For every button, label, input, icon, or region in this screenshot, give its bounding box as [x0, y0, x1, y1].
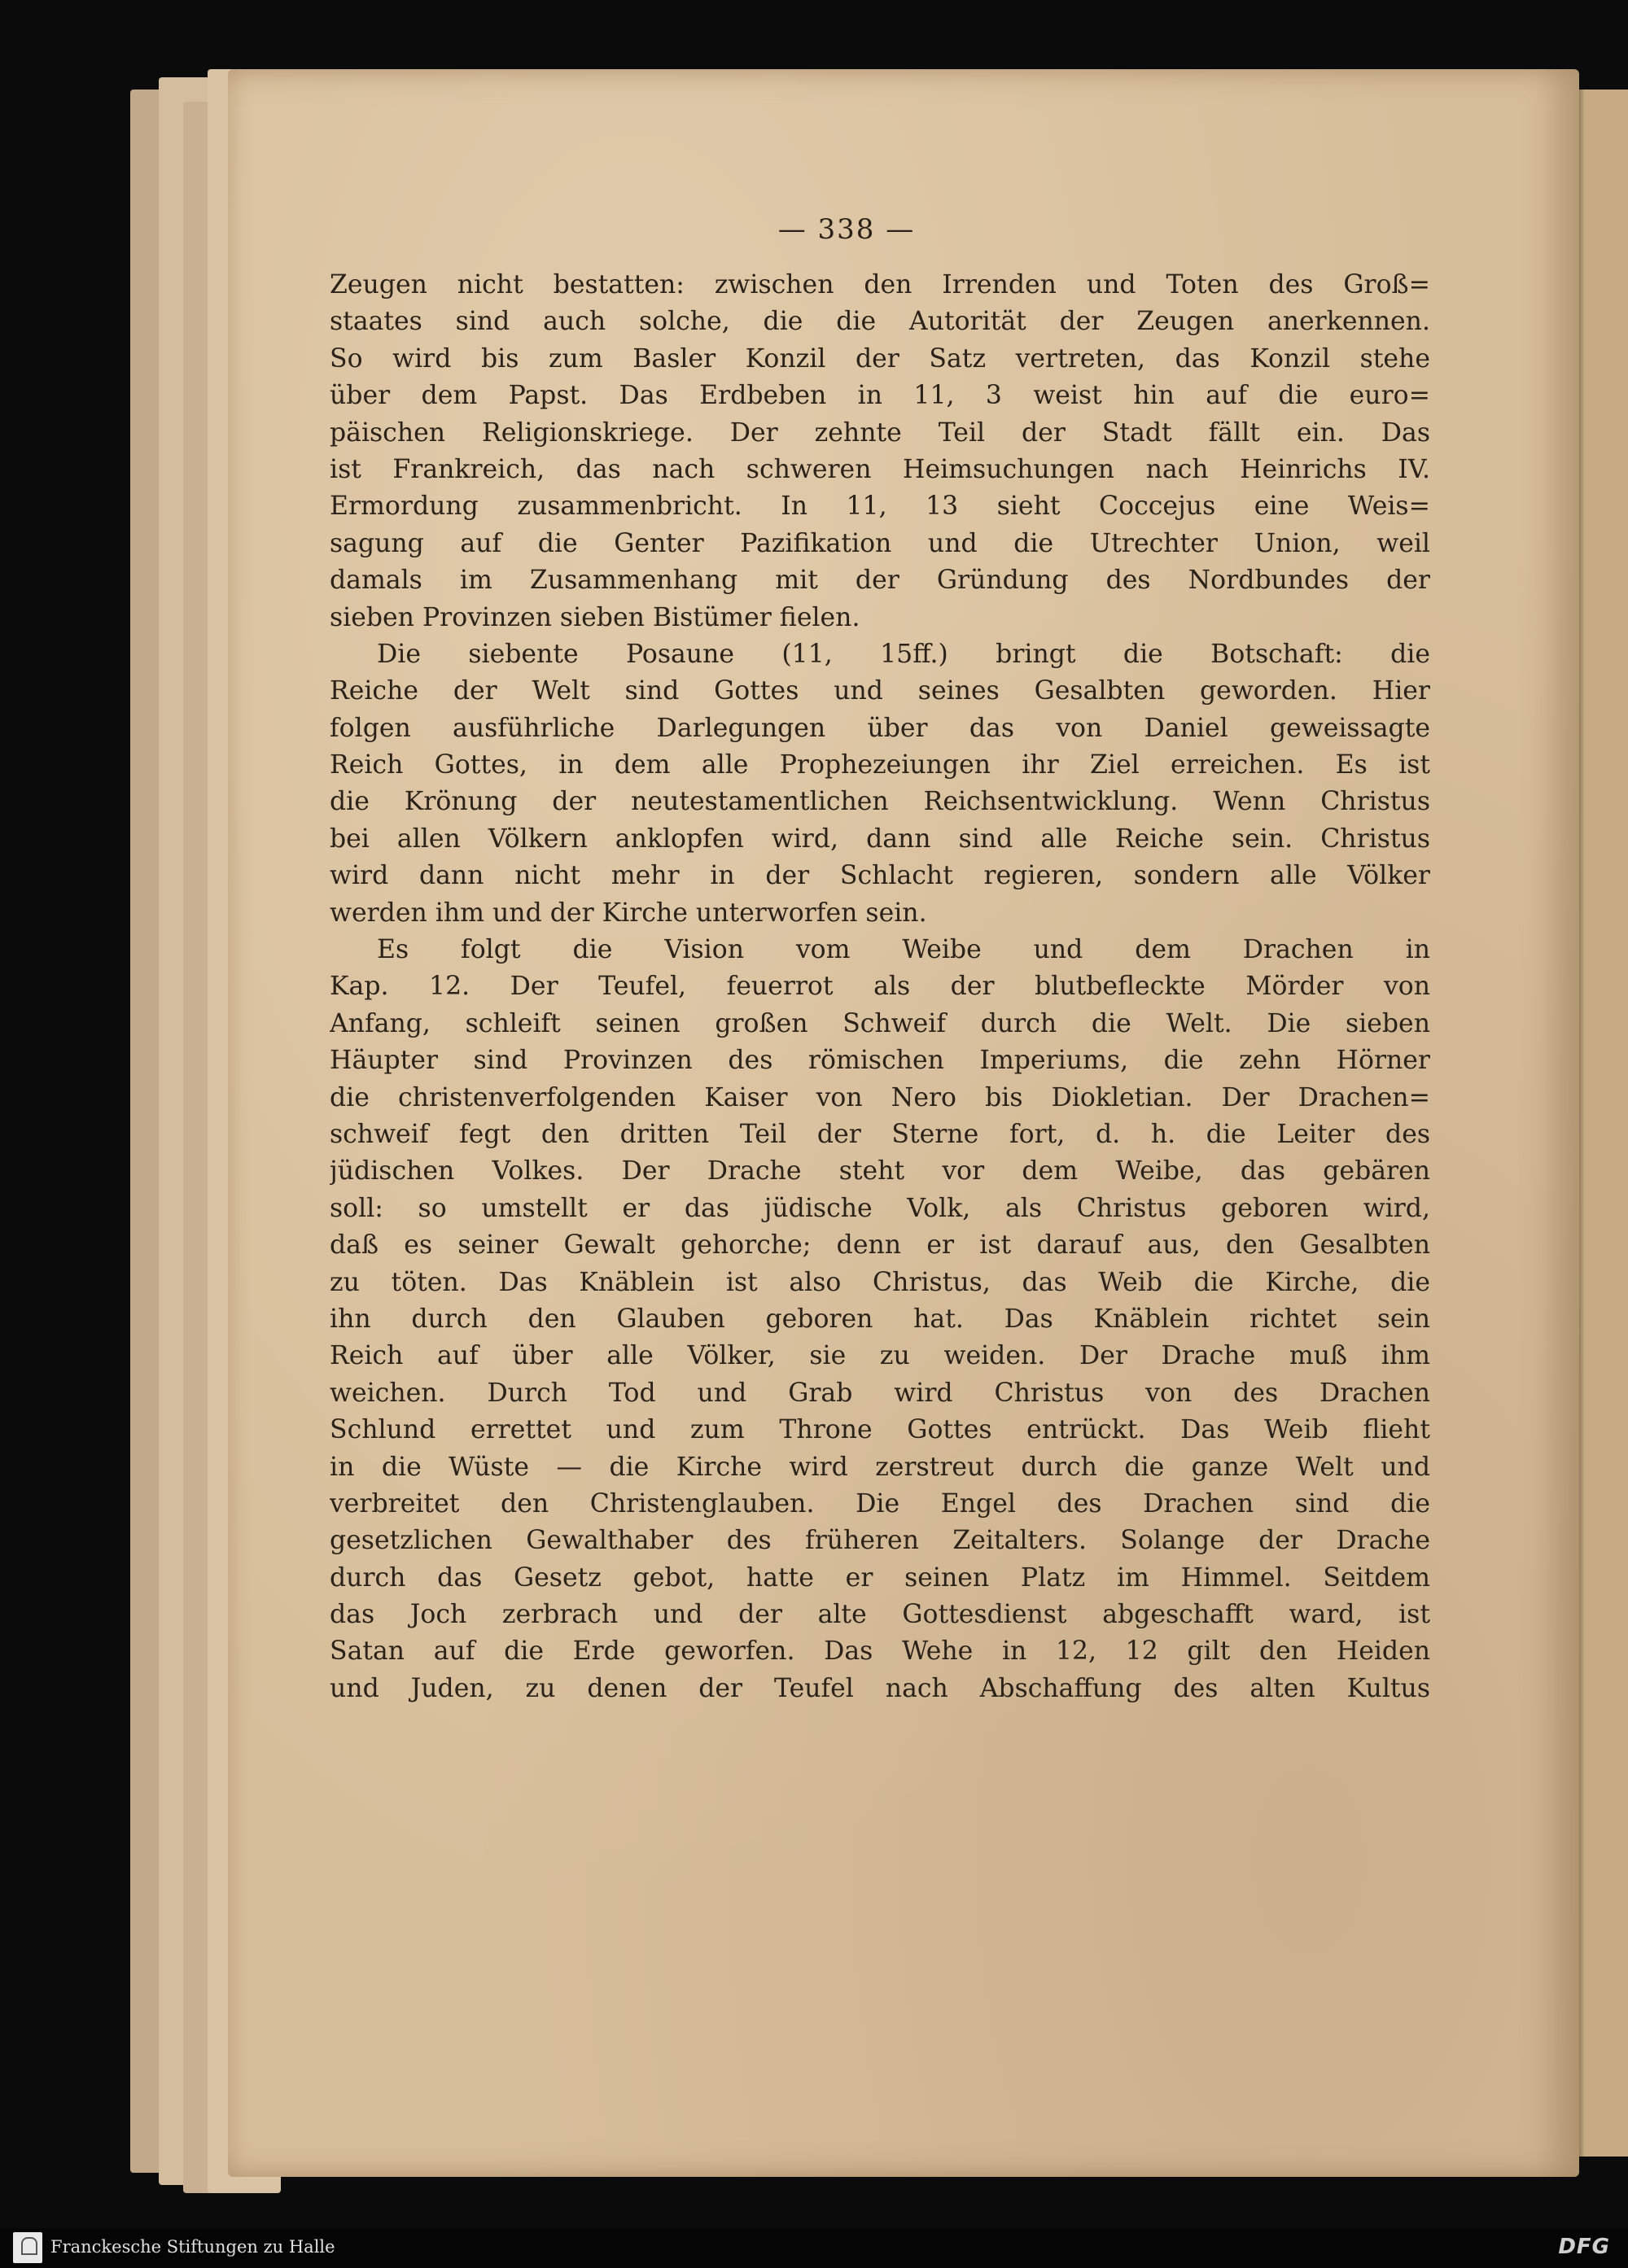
text-line: Zeugen nicht bestatten: zwischen den Irrenden und Toten des Groß= — [330, 270, 1430, 299]
text-line: Reich Gottes, in dem alle Prophezeiungen ihr Ziel erreichen. Es ist — [330, 750, 1430, 780]
text-line: Satan auf die Erde geworfen. Das Wehe in 12, 12 gilt den Heiden — [330, 1637, 1430, 1667]
text-line: Reich auf über alle Völker, sie zu weiden. Der Drache muß ihm — [330, 1341, 1430, 1371]
text-line: werden ihm und der Kirche unterworfen sein. — [330, 898, 927, 928]
text-line: daß es seiner Gewalt gehorche; denn er ist darauf aus, den Gesalbten — [330, 1230, 1430, 1261]
text-line: ist Frankreich, das nach schweren Heimsuchungen nach Heinrichs IV. — [330, 454, 1430, 484]
text-line: sagung auf die Genter Pazifikation und die Utrechter Union, weil — [330, 528, 1430, 558]
text-line: Reiche der Welt sind Gottes und seines Gesalbten geworden. Hier — [330, 676, 1430, 706]
text-line: ihn durch den Glauben geboren hat. Das Knäblein richtet sein — [330, 1304, 1430, 1334]
text-line: durch das Gesetz gebot, hatte er seinen Platz im Himmel. Seitdem — [330, 1562, 1430, 1593]
page-number: — 338 — — [777, 213, 916, 246]
text-line: Die siebente Posaune (11, 15ff.) bringt die Botschaft: die — [377, 639, 1430, 669]
text-line: folgen ausführliche Darlegungen über das von Daniel geweissagte — [330, 713, 1430, 743]
text-line: So wird bis zum Basler Konzil der Satz vertreten, das Konzil stehe — [330, 343, 1430, 374]
text-line: über dem Papst. Das Erdbeben in 11, 3 weist hin auf die euro= — [330, 381, 1430, 411]
text-line: zu töten. Das Knäblein ist also Christus, das Weib die Kirche, die — [330, 1267, 1430, 1297]
text-line: gesetzlichen Gewalthaber des früheren Zeitalters. Solange der Drache — [330, 1526, 1430, 1556]
text-line: in die Wüste — die Kirche wird zerstreut durch die ganze Welt und — [330, 1452, 1430, 1482]
text-line: staates sind auch solche, die die Autorität der Zeugen anerkennen. — [330, 307, 1430, 337]
text-line: Ermordung zusammenbricht. In 11, 13 sieht Coccejus eine Weis= — [330, 492, 1430, 522]
text-line: päischen Religionskriege. Der zehnte Teil der Stadt fällt ein. Das — [330, 417, 1430, 448]
text-line: die Krönung der neutestamentlichen Reichsentwicklung. Wenn Christus — [330, 787, 1430, 817]
text-line: Anfang, schleift seinen großen Schweif durch die Welt. Die sieben — [330, 1008, 1430, 1038]
text-line: die christenverfolgenden Kaiser von Nero bis Diokletian. Der Drachen= — [330, 1082, 1430, 1112]
body-text — [330, 267, 1430, 1707]
text-line: jüdischen Volkes. Der Drache steht vor dem Weibe, das gebären — [330, 1156, 1430, 1186]
franckesche-emblem-icon — [13, 2232, 42, 2263]
text-line: das Joch zerbrach und der alte Gottesdienst abgeschafft ward, ist — [330, 1600, 1430, 1630]
dfg-logo: DFG — [1558, 2235, 1610, 2259]
text-line: weichen. Durch Tod und Grab wird Christus von des Drachen — [330, 1378, 1430, 1408]
text-line: verbreitet den Christenglauben. Die Engel des Drachen sind die — [330, 1488, 1430, 1519]
text-line: soll: so umstellt er das jüdische Volk, als Christus geboren wird, — [330, 1193, 1430, 1223]
text-line: Kap. 12. Der Teufel, feuerrot als der blutbefleckte Mörder von — [330, 972, 1430, 1002]
text-line: Schlund errettet und zum Throne Gottes entrückt. Das Weib flieht — [330, 1415, 1430, 1445]
institution-name: Franckesche Stiftungen zu Halle — [50, 2237, 335, 2257]
text-line: schweif fegt den dritten Teil der Sterne fort, d. h. die Leiter des — [330, 1119, 1430, 1149]
text-line: damals im Zusammenhang mit der Gründung des Nordbundes der — [330, 566, 1430, 596]
text-line: Es folgt die Vision vom Weibe und dem Drachen in — [377, 935, 1430, 965]
text-line: und Juden, zu denen der Teufel nach Abschaffung des alten Kultus — [330, 1673, 1430, 1703]
text-line: bei allen Völkern anklopfen wird, dann sind alle Reiche sein. Christus — [330, 824, 1430, 854]
text-line: Häupter sind Provinzen des römischen Imperiums, die zehn Hörner — [330, 1046, 1430, 1076]
facing-page-edge — [1575, 90, 1628, 2157]
text-line: wird dann nicht mehr in der Schlacht regieren, sondern alle Völker — [330, 861, 1430, 891]
text-line: sieben Provinzen sieben Bistümer fielen. — [330, 602, 860, 632]
viewer-footer — [0, 2228, 1628, 2268]
